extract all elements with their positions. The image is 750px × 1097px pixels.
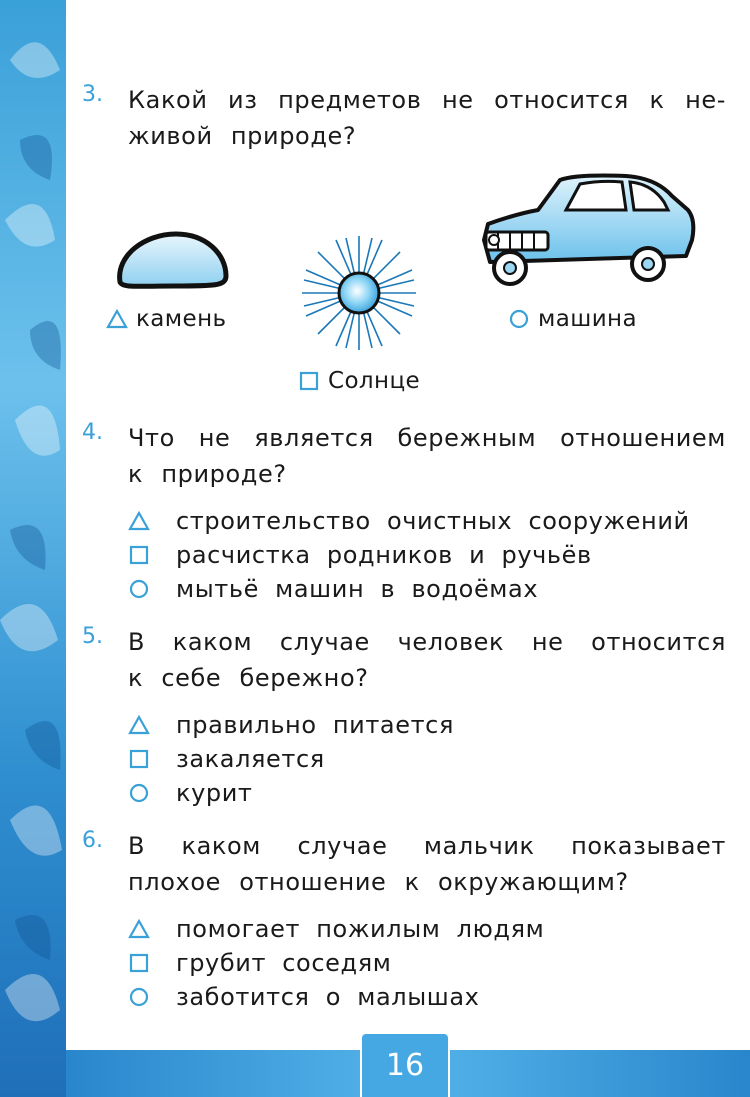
option-square[interactable] <box>128 946 726 980</box>
answer-options <box>128 504 726 606</box>
leaf-pattern-icon <box>0 0 66 1097</box>
option-stone[interactable] <box>106 306 226 332</box>
circle-marker-icon <box>128 782 150 804</box>
question-5 <box>82 624 726 810</box>
question-3 <box>82 82 726 154</box>
option-triangle[interactable] <box>128 504 726 538</box>
question-number: 5. <box>82 624 103 649</box>
option-square[interactable] <box>128 538 726 572</box>
question-text: Что не является бережным отношением к природе? <box>128 424 726 488</box>
stone-icon <box>114 226 232 292</box>
option-label: мытьё машин в водоёмах <box>176 575 539 603</box>
question-text: В каком случае мальчик показывает плохое отношение к окружающим? <box>128 832 726 896</box>
car-icon <box>476 170 698 288</box>
option-label: грубит соседям <box>176 949 392 977</box>
option-triangle[interactable] <box>128 912 726 946</box>
question-number: 4. <box>82 420 103 445</box>
option-circle[interactable] <box>128 776 726 810</box>
question-6 <box>82 828 726 1014</box>
option-label: Солнце <box>328 368 421 394</box>
page-number: 16 <box>385 1048 425 1083</box>
circle-marker-icon <box>128 986 150 1008</box>
answer-options <box>128 912 726 1014</box>
option-label: закаляется <box>176 745 325 773</box>
option-circle[interactable] <box>128 572 726 606</box>
option-circle[interactable] <box>128 980 726 1014</box>
square-marker-icon <box>128 748 150 770</box>
option-label: расчистка родников и ручьёв <box>176 541 592 569</box>
answer-options <box>128 708 726 810</box>
circle-marker-icon <box>128 578 150 600</box>
option-triangle[interactable] <box>128 708 726 742</box>
question-number: 3. <box>82 82 103 107</box>
triangle-marker-icon <box>128 714 150 736</box>
option-square[interactable] <box>128 742 726 776</box>
question-text: В каком случае человек не относится к себе бережно? <box>128 628 726 692</box>
circle-marker-icon <box>508 308 530 330</box>
decorative-side-strip <box>0 0 66 1097</box>
sun-icon <box>300 234 418 352</box>
question-text: Какой из предметов не относится к не- живой природе? <box>128 86 726 150</box>
option-label: камень <box>136 306 227 332</box>
triangle-marker-icon <box>106 308 128 330</box>
question-4 <box>82 420 726 606</box>
square-marker-icon <box>128 952 150 974</box>
option-label: заботится о малышах <box>176 983 480 1011</box>
option-label: помогает пожилым людям <box>176 915 545 943</box>
option-label: машина <box>538 306 637 332</box>
option-car[interactable] <box>508 306 637 332</box>
question-number: 6. <box>82 828 103 853</box>
square-marker-icon <box>298 370 320 392</box>
page-number-tab <box>360 1032 450 1097</box>
option-label: правильно питается <box>176 711 455 739</box>
triangle-marker-icon <box>128 510 150 532</box>
option-sun[interactable] <box>298 368 420 394</box>
square-marker-icon <box>128 544 150 566</box>
triangle-marker-icon <box>128 918 150 940</box>
option-label: курит <box>176 779 253 807</box>
option-label: строительство очистных сооружений <box>176 507 690 535</box>
